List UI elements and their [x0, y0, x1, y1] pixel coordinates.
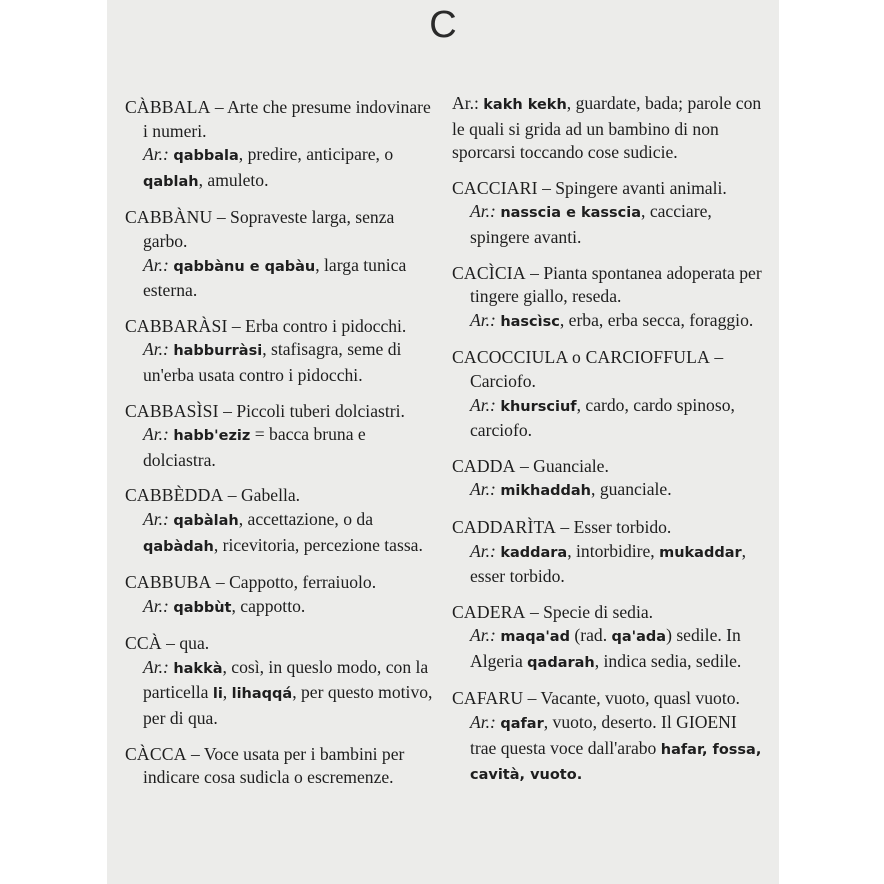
gloss-text: , accettazione, o da: [238, 508, 374, 529]
gloss-text: , amuleto.: [198, 169, 269, 190]
dictionary-entry: [125, 96, 433, 194]
gloss-text: , intorbidire,: [567, 540, 660, 561]
dash: –: [556, 516, 574, 537]
headword: CABBUBA: [125, 572, 212, 593]
gloss-text: , vuoto, deserto. Il GIOENI trae questa voce dall'arabo: [470, 712, 737, 758]
dictionary-entry: [452, 687, 766, 787]
entry-arabic: [452, 478, 766, 504]
dash: –: [523, 688, 541, 709]
entry-arabic: [452, 540, 766, 589]
arabic-term: qabàlah: [173, 512, 239, 529]
gloss-text: , stafisagra, seme di un'erba usata contro i pidocchi.: [143, 339, 402, 385]
arabic-term: khursciuf: [500, 398, 577, 415]
gloss-text: , erba, erba secca, foraggio.: [559, 309, 754, 330]
headword: CABBÀNU: [125, 207, 213, 228]
gloss-text: (rad.: [569, 625, 612, 646]
entry-arabic: [452, 309, 766, 335]
definition: Carciofo.: [470, 370, 536, 391]
arabic-term: nasscia e kasscia: [500, 205, 642, 222]
headword: CABBÈDDA: [125, 485, 224, 506]
entry-arabic: [125, 508, 433, 559]
gloss-text: ) sedile. In Algeria: [470, 625, 741, 671]
arabic-term: qablah: [143, 173, 199, 190]
arabic-term: qabbala: [173, 148, 239, 165]
definition: Gabella.: [240, 485, 301, 506]
arabic-term: kakh kekh: [483, 97, 567, 113]
left-column: [125, 96, 433, 802]
entry-headword-line: [125, 571, 433, 595]
headword: CADERA: [452, 601, 526, 622]
dash: –: [211, 572, 230, 593]
dash: –: [227, 315, 246, 336]
entry-headword-line: [452, 455, 766, 479]
arabic-term: qabbùt: [173, 599, 232, 616]
dictionary-entry: [452, 516, 766, 589]
arabic-label: Ar.:: [470, 309, 496, 330]
arabic-term: maqa'ad: [500, 629, 570, 646]
dash: –: [223, 485, 241, 506]
entry-headword-line: [452, 346, 766, 393]
headword: CÀCCA: [125, 743, 187, 764]
entry-headword-line: [452, 601, 766, 625]
gloss-text: , per questo motivo, per di qua.: [143, 682, 433, 729]
entry-headword-line: [452, 177, 766, 201]
dash: –: [710, 347, 724, 368]
entry-arabic: [125, 595, 433, 621]
dash: –: [515, 455, 534, 476]
gloss-text: , larga tunica esterna.: [143, 254, 407, 301]
arabic-label: Ar.:: [143, 339, 169, 360]
definition: Guanciale.: [533, 455, 609, 476]
entry-headword-line: [125, 400, 433, 424]
arabic-term: hakkà: [173, 660, 223, 677]
definition: Piccoli tuberi dolciastri.: [236, 400, 405, 421]
headword: CACCIARI: [452, 177, 538, 198]
definition: Specie di sedia.: [543, 601, 654, 622]
headword: CACÌCIA: [452, 262, 526, 283]
entry-headword-line: [125, 743, 433, 790]
dictionary-entry: [125, 632, 433, 730]
arabic-label: Ar.:: [143, 508, 169, 529]
arabic-label: Ar.:: [143, 144, 169, 165]
entry-headword-line: [125, 206, 433, 253]
arabic-term: mukaddar: [659, 544, 742, 561]
arabic-label: Ar.:: [470, 394, 496, 415]
gloss-text: , predire, anticipare, o: [238, 144, 394, 165]
entry-headword-line: [125, 96, 433, 143]
gloss-text: Ar.:: [452, 93, 484, 113]
gloss-text: , cacciare, spingere avanti.: [470, 201, 712, 247]
entry-arabic: [452, 624, 766, 675]
arabic-label: Ar.:: [470, 201, 496, 222]
entry-headword-line: [125, 632, 433, 656]
dash: –: [525, 262, 544, 283]
arabic-term: mikhaddah: [500, 483, 592, 500]
definition: Esser torbido.: [573, 516, 672, 537]
dash: –: [212, 207, 231, 228]
dictionary-entry: [125, 315, 433, 388]
arabic-label: Ar.:: [143, 254, 169, 275]
dash: –: [525, 601, 544, 622]
headword: CÀBBALA: [125, 97, 211, 117]
dictionary-entry: [452, 262, 766, 335]
dictionary-entry: [452, 346, 766, 442]
entry-arabic: [125, 656, 433, 731]
entry-arabic: [125, 423, 433, 472]
dash: –: [537, 177, 556, 198]
dictionary-entry: [452, 177, 766, 250]
definition: Voce usata per i bambini per indicare cosa sudicla o escremenze.: [143, 743, 405, 788]
entry-headword-line: [452, 262, 766, 309]
arabic-term: qadarah: [527, 654, 595, 671]
arabic-term: qabbànu e qabàu: [173, 258, 316, 275]
right-column: [452, 92, 766, 800]
headword: CABBARÀSI: [125, 315, 228, 336]
entry-arabic: [125, 338, 433, 387]
gloss-text: , cappotto.: [231, 595, 306, 616]
headword: CACOCCIULA o CARCIOFFULA: [452, 347, 710, 368]
arabic-label: Ar.:: [143, 656, 169, 677]
arabic-term: qafar: [500, 716, 544, 733]
headword: CCÀ: [125, 633, 162, 654]
dash: –: [161, 633, 180, 654]
gloss-text: , cardo, cardo spinoso, carciofo.: [470, 394, 735, 441]
gloss-text: , guanciale.: [591, 479, 672, 500]
gloss-text: , esser torbido.: [470, 540, 747, 587]
dash: –: [186, 743, 204, 764]
arabic-label: Ar.:: [470, 540, 496, 561]
definition: Pianta spontanea adoperata per tingere giallo, reseda.: [470, 262, 762, 307]
entry-arabic: [125, 143, 433, 194]
entry-arabic: [125, 254, 433, 303]
continuation-entry: [452, 92, 766, 165]
definition: Vacante, vuoto, quasl vuoto.: [540, 688, 740, 709]
arabic-term: habburràsi: [173, 343, 263, 360]
definition: Arte che presume indovinare i numeri.: [143, 97, 431, 141]
arabic-term: hafar, fossa, cavità, vuoto.: [470, 741, 762, 784]
headword: CADDA: [452, 455, 516, 476]
arabic-label: Ar.:: [470, 625, 496, 646]
gloss-text: , così, in queslo modo, con la particella: [143, 656, 429, 703]
headword: CADDARÌTA: [452, 516, 556, 537]
definition: qua.: [179, 633, 210, 654]
definition: Sopraveste larga, senza garbo.: [143, 207, 395, 251]
dictionary-page: [107, 0, 779, 884]
arabic-term: qa'ada: [611, 629, 667, 646]
dictionary-entry: [125, 206, 433, 302]
arabic-term: lihaqqá: [231, 686, 293, 703]
gloss-text: , ricevitoria, percezione tassa.: [213, 534, 423, 555]
arabic-label: Ar.:: [143, 424, 169, 445]
entry-headword-line: [125, 484, 433, 508]
arabic-term: li: [212, 686, 223, 703]
entry-arabic: [452, 200, 766, 249]
entry-arabic: [452, 711, 766, 788]
arabic-term: hascìsc: [500, 313, 560, 330]
dictionary-entry: [125, 743, 433, 790]
entry-arabic: [452, 394, 766, 443]
dictionary-entry: [452, 455, 766, 504]
arabic-term: habb'eziz: [173, 428, 251, 445]
gloss-text: ,: [222, 682, 232, 703]
arabic-term: kaddara: [500, 544, 568, 561]
entry-headword-line: [125, 315, 433, 339]
dash: –: [210, 97, 228, 117]
arabic-term: qabàdah: [143, 538, 214, 555]
definition: Spingere avanti animali.: [555, 177, 727, 198]
arabic-label: Ar.:: [470, 479, 496, 500]
gloss-text: = bacca bruna e dolciastra.: [143, 424, 366, 470]
gloss-text: , guardate, bada; parole con le quali si grida ad un bambino di non sporcarsi toccando cose sudicie.: [452, 93, 762, 163]
section-letter: C: [429, 4, 457, 46]
dictionary-entry: [452, 601, 766, 676]
definition: Cappotto, ferraiuolo.: [229, 572, 377, 593]
entry-arabic: [452, 92, 766, 165]
dictionary-entry: [125, 484, 433, 559]
definition: Erba contro i pidocchi.: [245, 315, 407, 336]
gloss-text: , indica sedia, sedile.: [594, 650, 742, 671]
dash: –: [218, 400, 237, 421]
dictionary-entry: [125, 571, 433, 620]
arabic-label: Ar.:: [143, 595, 169, 616]
arabic-label: Ar.:: [470, 712, 496, 733]
dictionary-entry: [125, 400, 433, 473]
headword: CABBASÌSI: [125, 400, 219, 421]
headword: CAFARU: [452, 688, 524, 709]
entry-headword-line: [452, 516, 766, 540]
entry-headword-line: [452, 687, 766, 711]
